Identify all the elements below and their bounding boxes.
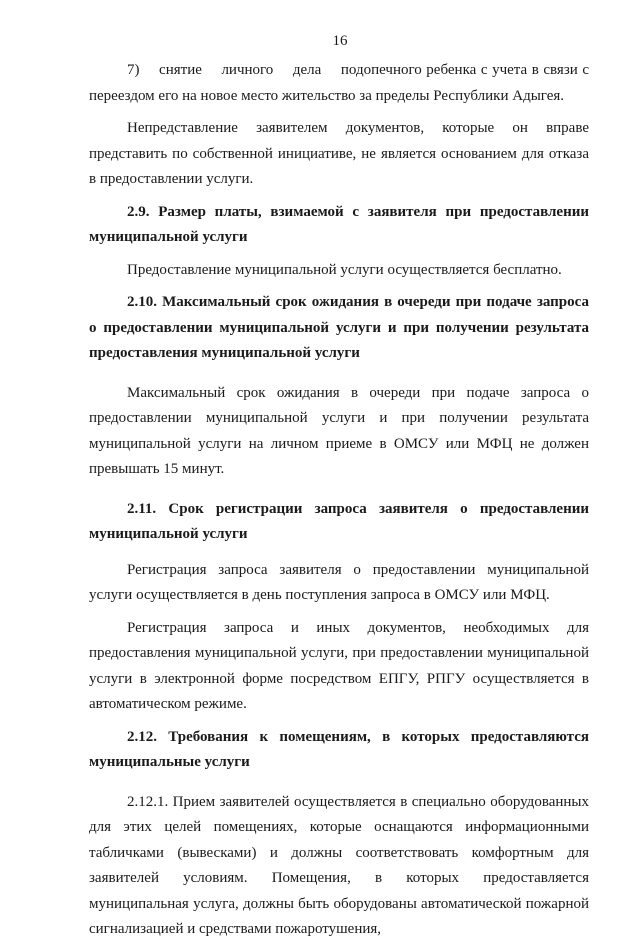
paragraph-nonsubmission: Непредставление заявителем документов, которые он вправе представить по собственной инициативе, не является основанием для отказа в предоставлении услуги.: [89, 120, 589, 187]
page-number: 16: [332, 33, 348, 49]
paragraph-premises: 2.12.1. Прием заявителей осуществляется в специально оборудованных для этих целей помещениях, которые оснащаются информационными табличками (вывесками) и должны соответствовать комфортным для заявителей условиям. Помещения, в которых предоставляется муниципальная услуга, должны быть оборудованы автоматической пожарной сигнализацией и средствами пожаротушения,: [89, 793, 589, 937]
section-heading-2-10: 2.10. Максимальный срок ожидания в очереди при подаче запроса о предоставлении муниципальной услуги и при получении результата предоставления муниципальной услуги: [89, 294, 589, 361]
paragraph-registration: Регистрация запроса заявителя о предоставлении муниципальной услуги осуществляется в день поступления запроса в ОМСУ или МФЦ.: [89, 561, 589, 603]
section-heading-2-12: 2.12. Требования к помещениям, в которых предоставляются муниципальные услуги: [89, 728, 589, 770]
section-heading-2-9: 2.9. Размер платы, взимаемой с заявителя при предоставлении муниципальной услуги: [89, 203, 589, 245]
document-body: [89, 58, 589, 943]
paragraph-free-service: Предоставление муниципальной услуги осуществляется бесплатно.: [127, 261, 562, 278]
paragraph-item-7: 7) снятие личного дела подопечного ребенка с учета в связи с переездом его на новое место жительство за пределы Республики Адыгея.: [89, 62, 589, 104]
paragraph-electronic-registration: Регистрация запроса и иных документов, необходимых для предоставления муниципальной услуги, при предоставлении муниципальной услуги в электронной форме посредством ЕПГУ, РПГУ осуществляется в автоматическом режиме.: [89, 619, 589, 712]
section-heading-2-11: 2.11. Срок регистрации запроса заявителя о предоставлении муниципальной услуги: [89, 500, 589, 542]
paragraph-waiting-time: Максимальный срок ожидания в очереди при подаче запроса о предоставлении муниципальной услуги и при получении результата муниципальной услуги на личном приеме в ОМСУ или МФЦ не должен превышать 15 минут.: [89, 384, 589, 477]
